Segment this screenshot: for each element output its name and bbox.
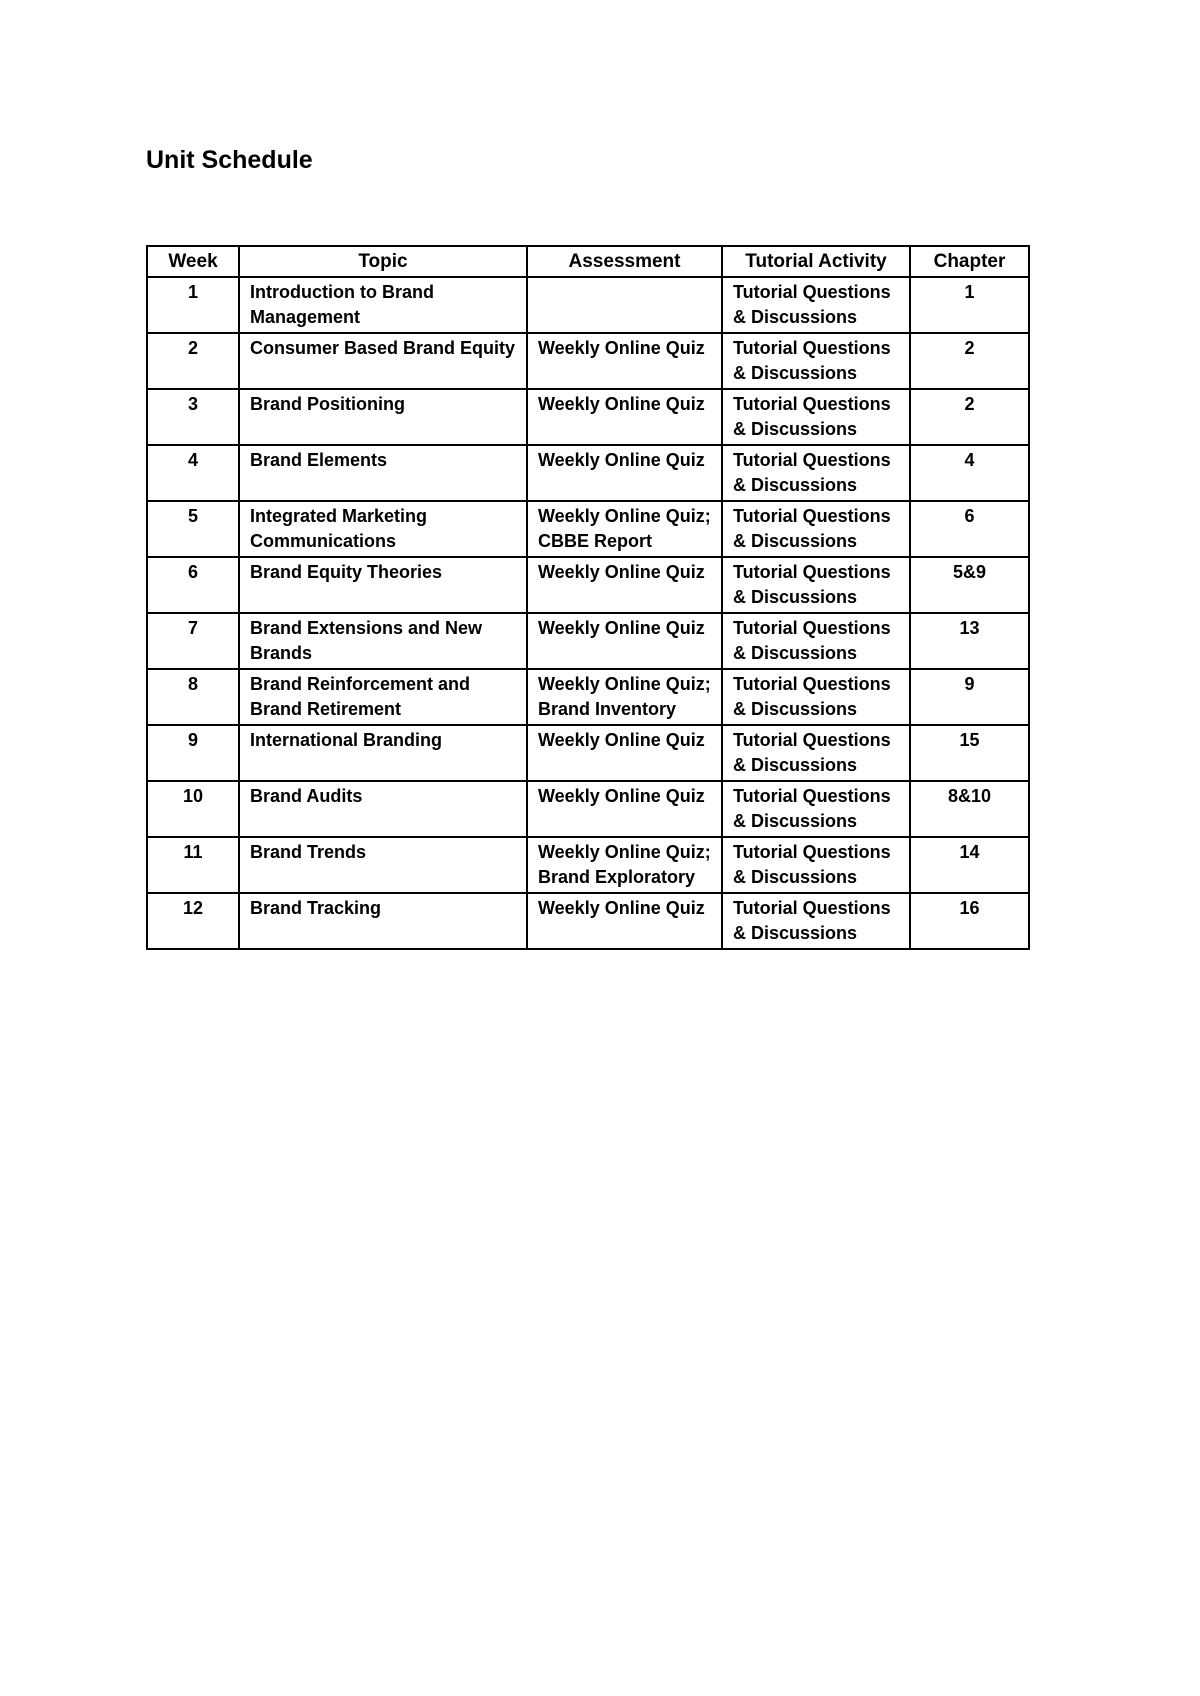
week-cell: 8 [147, 669, 239, 725]
topic-cell: Brand Extensions and New Brands [239, 613, 527, 669]
week-cell: 6 [147, 557, 239, 613]
tutorial-activity-cell: Tutorial Questions & Discussions [722, 277, 910, 333]
chapter-cell: 16 [910, 893, 1029, 949]
header-week: Week [147, 246, 239, 277]
week-cell: 5 [147, 501, 239, 557]
assessment-cell: Weekly Online Quiz; CBBE Report [527, 501, 722, 557]
table-row [147, 277, 1029, 333]
table-row [147, 669, 1029, 725]
table-row [147, 557, 1029, 613]
table-row [147, 333, 1029, 389]
week-cell: 10 [147, 781, 239, 837]
assessment-cell: Weekly Online Quiz [527, 445, 722, 501]
week-cell: 12 [147, 893, 239, 949]
assessment-cell: Weekly Online Quiz; Brand Inventory [527, 669, 722, 725]
header-topic: Topic [239, 246, 527, 277]
topic-cell: Brand Positioning [239, 389, 527, 445]
chapter-cell: 4 [910, 445, 1029, 501]
tutorial-activity-cell: Tutorial Questions & Discussions [722, 613, 910, 669]
assessment-cell [527, 277, 722, 333]
chapter-cell: 2 [910, 389, 1029, 445]
week-cell: 1 [147, 277, 239, 333]
assessment-cell: Weekly Online Quiz [527, 557, 722, 613]
unit-schedule-table [146, 245, 1030, 950]
page-title: Unit Schedule [146, 146, 313, 174]
topic-cell: Brand Trends [239, 837, 527, 893]
assessment-cell: Weekly Online Quiz [527, 613, 722, 669]
tutorial-activity-cell: Tutorial Questions & Discussions [722, 333, 910, 389]
topic-cell: Brand Reinforcement and Brand Retirement [239, 669, 527, 725]
chapter-cell: 6 [910, 501, 1029, 557]
assessment-cell: Weekly Online Quiz [527, 333, 722, 389]
topic-cell: Brand Equity Theories [239, 557, 527, 613]
chapter-cell: 2 [910, 333, 1029, 389]
assessment-cell: Weekly Online Quiz [527, 389, 722, 445]
chapter-cell: 15 [910, 725, 1029, 781]
tutorial-activity-cell: Tutorial Questions & Discussions [722, 781, 910, 837]
tutorial-activity-cell: Tutorial Questions & Discussions [722, 389, 910, 445]
table-row [147, 501, 1029, 557]
table-row [147, 613, 1029, 669]
topic-cell: International Branding [239, 725, 527, 781]
table-row [147, 837, 1029, 893]
header-chapter: Chapter [910, 246, 1029, 277]
tutorial-activity-cell: Tutorial Questions & Discussions [722, 557, 910, 613]
assessment-cell: Weekly Online Quiz [527, 781, 722, 837]
week-cell: 11 [147, 837, 239, 893]
topic-cell: Introduction to Brand Management [239, 277, 527, 333]
topic-cell: Integrated Marketing Communications [239, 501, 527, 557]
chapter-cell: 13 [910, 613, 1029, 669]
table-row [147, 445, 1029, 501]
header-tutorial-activity: Tutorial Activity [722, 246, 910, 277]
table-row [147, 389, 1029, 445]
week-cell: 7 [147, 613, 239, 669]
chapter-cell: 8&10 [910, 781, 1029, 837]
chapter-cell: 14 [910, 837, 1029, 893]
header-row [147, 246, 1029, 277]
week-cell: 3 [147, 389, 239, 445]
topic-cell: Brand Elements [239, 445, 527, 501]
week-cell: 4 [147, 445, 239, 501]
header-assessment: Assessment [527, 246, 722, 277]
week-cell: 9 [147, 725, 239, 781]
table-row [147, 781, 1029, 837]
topic-cell: Brand Tracking [239, 893, 527, 949]
chapter-cell: 1 [910, 277, 1029, 333]
table-header [147, 246, 1029, 277]
chapter-cell: 5&9 [910, 557, 1029, 613]
chapter-cell: 9 [910, 669, 1029, 725]
tutorial-activity-cell: Tutorial Questions & Discussions [722, 501, 910, 557]
assessment-cell: Weekly Online Quiz; Brand Exploratory [527, 837, 722, 893]
tutorial-activity-cell: Tutorial Questions & Discussions [722, 893, 910, 949]
table-row [147, 725, 1029, 781]
assessment-cell: Weekly Online Quiz [527, 725, 722, 781]
topic-cell: Consumer Based Brand Equity [239, 333, 527, 389]
tutorial-activity-cell: Tutorial Questions & Discussions [722, 669, 910, 725]
assessment-cell: Weekly Online Quiz [527, 893, 722, 949]
table-row [147, 893, 1029, 949]
tutorial-activity-cell: Tutorial Questions & Discussions [722, 837, 910, 893]
tutorial-activity-cell: Tutorial Questions & Discussions [722, 725, 910, 781]
table-body [147, 277, 1029, 949]
tutorial-activity-cell: Tutorial Questions & Discussions [722, 445, 910, 501]
week-cell: 2 [147, 333, 239, 389]
topic-cell: Brand Audits [239, 781, 527, 837]
